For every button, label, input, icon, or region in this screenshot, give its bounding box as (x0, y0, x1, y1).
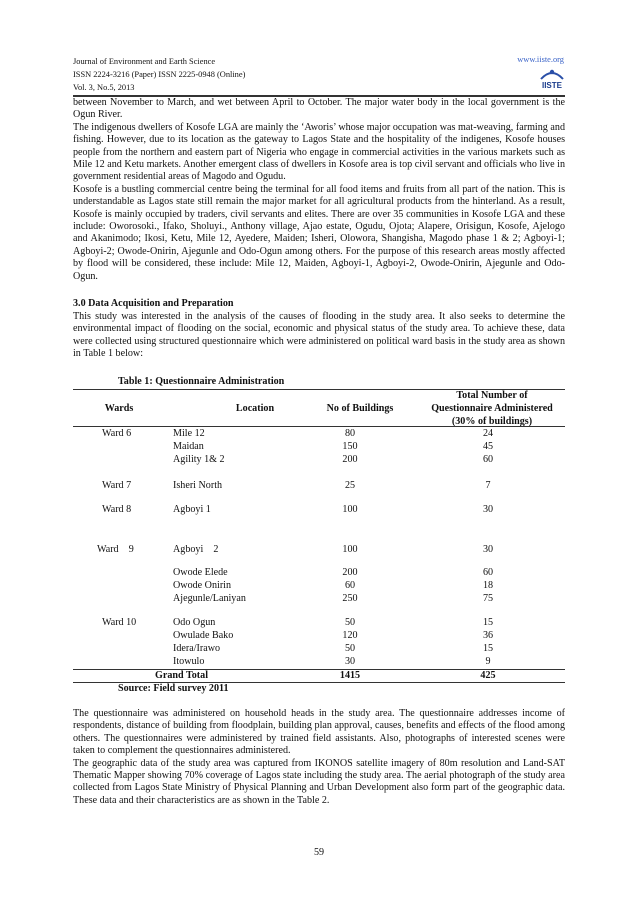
issn-line: ISSN 2224-3216 (Paper) ISSN 2225-0948 (Online) (73, 70, 246, 79)
grand-total-questionnaires: 425 (480, 670, 496, 681)
cell-questionnaires: 24 (482, 428, 494, 439)
cell-buildings: 250 (342, 593, 358, 604)
paragraph: The geographic data of the study area was captured from IKONOS satellite imagery of 80m resolution and Land-SAT Thematic Mapper showing 70% coverage of Lagos state including the study area. The aerial photograph of the study area collected from Lagos State Ministry of Physical Planning and Urban Development also form part of the geographic data. These data and their characteristics are as shown in the Table 2. (73, 757, 565, 806)
cell-buildings: 120 (342, 630, 358, 641)
cell-location: Agboyi 1 (173, 504, 211, 515)
cell-location: Ajegunle/Laniyan (173, 593, 246, 604)
cell-questionnaires: 30 (482, 544, 494, 555)
cell-buildings: 80 (344, 428, 356, 439)
header-wards: Wards (104, 403, 134, 414)
cell-ward: Ward 9 (97, 544, 134, 555)
cell-buildings: 25 (344, 480, 356, 491)
section-paragraph: This study was interested in the analysis of the causes of flooding in the study area. It also seeks to determine the environmental impact of flooding on the social, economic and physical status of the study area. To achieve these, data were collected using structured questionnaire which were administered on political ward basis in the study area as shown in Table 1 below: (73, 311, 565, 360)
cell-buildings: 50 (344, 643, 356, 654)
cell-location: Owode Elede (173, 567, 228, 578)
cell-buildings: 100 (342, 504, 358, 515)
cell-buildings: 200 (342, 454, 358, 465)
cell-location: Agboyi 2 (173, 544, 219, 555)
cell-questionnaires: 60 (482, 454, 494, 465)
cell-ward: Ward 6 (102, 428, 132, 439)
header-buildings: No of Buildings (326, 403, 394, 414)
page-number: 59 (313, 847, 325, 858)
paragraph: between November to March, and wet between April to October. The major water body in the local government is the Ogun River. (73, 97, 565, 121)
header-total (412, 389, 572, 428)
cell-location: Isheri North (173, 480, 223, 491)
body-bottom (73, 708, 565, 807)
header-total-line2: Questionnaire Administered (431, 403, 553, 414)
cell-questionnaires: 36 (482, 630, 494, 641)
grand-total-label: Grand Total (155, 670, 209, 681)
volume-line: Vol. 3, No.5, 2013 (73, 83, 135, 92)
cell-questionnaires: 9 (485, 656, 491, 667)
cell-buildings: 30 (344, 656, 356, 667)
cell-buildings: 150 (342, 441, 358, 452)
header-location: Location (235, 403, 275, 414)
paragraph: The indigenous dwellers of Kosofe LGA are mainly the ‘Aworis’ whose major occupation was mat-weaving, farming and fishing. However, due to its location as the gateway to Lagos State and the hospitality of the indigenes, Kosofe houses people from the northern and eastern part of Nigeria who engage in commercial activities in the various markets such as Mile 12 and Ketu markets. Another emergent class of dwellers in Kosofe area is top civil servant and officials who live in government residential areas of Magodo and Ogudu. (73, 121, 565, 183)
grand-total-buildings: 1415 (339, 670, 361, 681)
cell-questionnaires: 7 (485, 480, 491, 491)
cell-location: Itowulo (173, 656, 205, 667)
cell-questionnaires: 18 (482, 580, 494, 591)
cell-buildings: 50 (344, 617, 356, 628)
cell-location: Owode Onirin (173, 580, 232, 591)
section-heading: 3.0 Data Acquisition and Preparation (73, 298, 234, 309)
iiste-logo (538, 65, 566, 91)
cell-buildings: 100 (342, 544, 358, 555)
table-source: Source: Field survey 2011 (118, 683, 229, 694)
cell-questionnaires: 45 (482, 441, 494, 452)
cell-location: Owulade Bako (173, 630, 234, 641)
cell-buildings: 60 (344, 580, 356, 591)
header-total-line1: Total Number of (456, 390, 528, 401)
cell-questionnaires: 60 (482, 567, 494, 578)
cell-location: Agility 1& 2 (173, 454, 225, 465)
paragraph: Kosofe is a bustling commercial centre being the terminal for all food items and fruits from all part of the nation. This is understandable as Lagos state still remain the major market for all agricultural products from the hinterland. As a result, Kosofe is mainly occupied by traders, civil servants and elites. There are over 35 communities in Kosofe LGA and these include: Oworosoki., Ifako, Sholuyi., Anthony village, Ajao estate, Ogudu, Ojota; Alapere, Orisigun, Kosofe, Ajelogo and Akanimodo; Ikosi, Ketu, Mile 12, Ayedere, Maiden; Isheri, Olowora, Shangisha, Magodo phase 1 & 2; Agboyi-1; Agboyi-2; Owode-Onirin, Ajegunle and Odo-Ogun among others. For the purpose of this research areas mostly affected by flood will be considered, these include: Mile 12, Maiden, Agboyi-1, Agboyi-2, Owode-Onirin, Ajegunle and Odo-Ogun. (73, 183, 565, 282)
cell-location: Mile 12 (173, 428, 205, 439)
cell-questionnaires: 30 (482, 504, 494, 515)
cell-ward: Ward 7 (102, 480, 132, 491)
cell-questionnaires: 15 (482, 617, 494, 628)
cell-location: Idera/Irawo (173, 643, 221, 654)
cell-ward: Ward 10 (102, 617, 137, 628)
table-caption: Table 1: Questionnaire Administration (118, 376, 285, 387)
body-top (73, 97, 565, 283)
cell-buildings: 200 (342, 567, 358, 578)
cell-location: Maidan (173, 441, 204, 452)
paragraph: The questionnaire was administered on household heads in the study area. The questionnaire addresses income of respondents, distance of building from floodplain, building plan approval, causes, benefits and effects of the flood among others. The questionnaires were administered by trained field assistants. Also, photographs of interested scenes were taken to complement the questionnaires administered. (73, 708, 565, 757)
journal-url-link[interactable]: www.iiste.org (517, 55, 564, 64)
cell-location: Odo Ogun (173, 617, 216, 628)
cell-ward: Ward 8 (102, 504, 132, 515)
logo-text: IISTE (541, 81, 563, 90)
journal-title: Journal of Environment and Earth Science (73, 57, 216, 66)
header-total-line3: (30% of buildings) (451, 416, 533, 427)
cell-questionnaires: 15 (482, 643, 494, 654)
cell-questionnaires: 75 (482, 593, 494, 604)
